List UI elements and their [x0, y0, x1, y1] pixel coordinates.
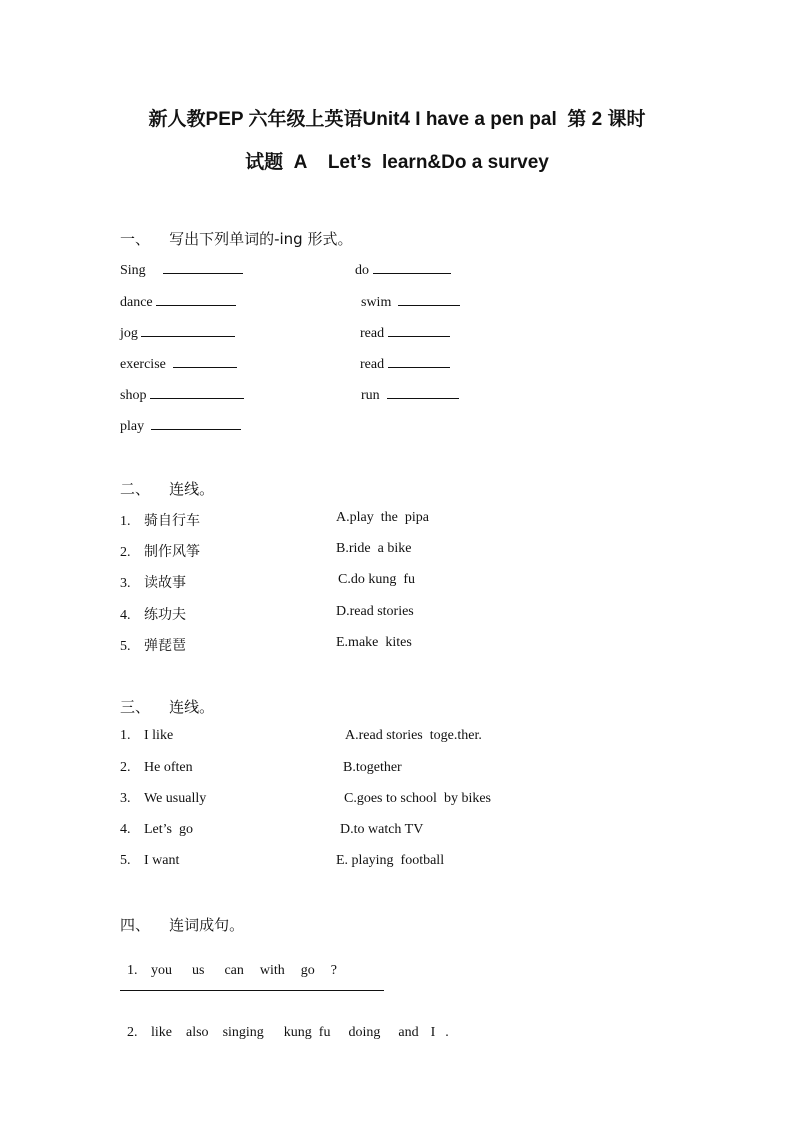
s2-option: B.ride a bike: [336, 541, 412, 556]
s1-left-item: Sing: [120, 260, 243, 279]
section1-heading: 一、 写出下列单词的-ing 形式。: [120, 230, 353, 248]
s3-option: C.goes to school by bikes: [344, 791, 491, 806]
section2-heading: 二、 连线。: [120, 480, 215, 498]
s2-item: 5. 弹琵琶: [120, 638, 186, 654]
section4-heading: 四、 连词成句。: [120, 916, 245, 934]
s2-option: E.make kites: [336, 635, 412, 650]
s1-left-item: exercise: [120, 354, 237, 373]
s3-option: A.read stories toge.ther.: [345, 728, 482, 743]
s1-left-item: shop: [120, 385, 244, 404]
s3-item: 1. I like: [120, 728, 174, 743]
s2-item: 1. 骑自行车: [120, 513, 200, 529]
s1-right-item: read: [360, 323, 450, 342]
s1-right-item: read: [360, 354, 450, 373]
page-title-line1: 新人教PEP 六年级上英语Unit4 I have a pen pal 第 2 课时: [148, 109, 646, 130]
s2-item: 4. 练功夫: [120, 607, 186, 623]
s1-left-item: dance: [120, 292, 236, 311]
s3-option: E. playing football: [336, 853, 445, 868]
s3-item: 5. I want: [120, 853, 180, 868]
s2-item: 2. 制作风筝: [120, 544, 200, 560]
s3-item: 4. Let’s go: [120, 822, 193, 837]
s1-right-item: run: [361, 385, 459, 404]
s1-left-item: jog: [120, 323, 235, 342]
s3-option: D.to watch TV: [340, 822, 424, 837]
s2-item: 3. 读故事: [120, 575, 186, 591]
s4-question-2: 2. like also singing kung fu doing and I .: [127, 1025, 449, 1040]
s1-left-item: play: [120, 416, 241, 435]
page-title-line2: 试题 A Let’s learn&Do a survey: [245, 152, 549, 173]
answer-line: [120, 990, 384, 991]
s4-question-1: 1. you us can with go ?: [127, 963, 337, 978]
s1-right-item: do: [355, 260, 451, 279]
s2-option: C.do kung fu: [338, 572, 415, 587]
s3-item: 3. We usually: [120, 791, 207, 806]
s3-item: 2. He often: [120, 760, 193, 775]
s3-option: B.together: [343, 760, 402, 775]
section3-heading: 三、 连线。: [120, 698, 215, 716]
s2-option: D.read stories: [336, 604, 414, 619]
s2-option: A.play the pipa: [336, 510, 429, 525]
s1-right-item: swim: [361, 292, 460, 311]
